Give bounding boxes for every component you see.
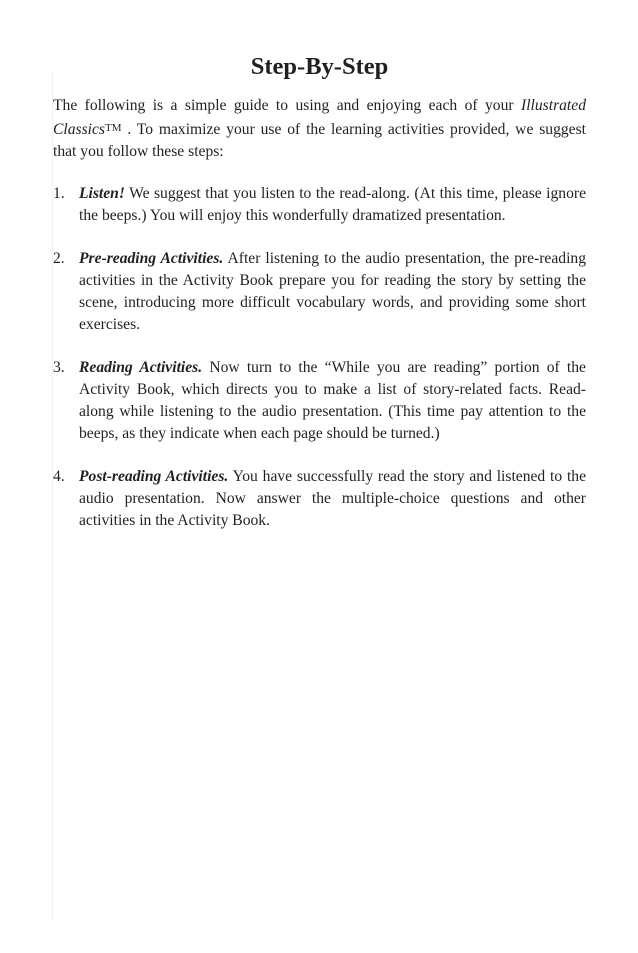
steps-list [53,183,586,532]
page-title: Step-By-Step [250,53,389,80]
step-number: 4. [53,468,65,485]
step-lead: Post-reading Activities. [79,468,229,485]
step-body: We suggest that you listen to the read-along. (At this time, please ignore the beeps.) You will enjoy this wonderfully dramatized presentation. [79,185,586,224]
step-item-pre-reading [53,248,586,336]
step-number: 3. [53,359,65,376]
step-number: 2. [53,250,65,267]
step-item-listen [53,183,586,227]
step-lead: Listen! [79,185,125,202]
step-lead: Reading Activities. [79,359,203,376]
page-content [53,50,586,553]
step-lead: Pre-reading Activities. [79,250,224,267]
step-item-reading [53,357,586,445]
step-item-post-reading [53,466,586,532]
intro-paragraph [53,95,586,163]
trademark-symbol: TM [105,122,122,134]
product-name: Illustrated Classics [53,97,586,138]
step-number: 1. [53,185,65,202]
step-body: Now turn to the “While you are reading” portion of the Activity Book, which directs you to make a list of story-related facts. Read-along while listening to the audio presentation. (This time pay attention to the beeps, as they indicate when each page should be turned.) [79,359,586,442]
intro-text-after: . To maximize your use of the learning activities provided, we suggest that you follow these steps: [53,121,586,160]
step-body: You have successfully read the story and listened to the audio presentation. Now answer the multiple-choice questions and other activities in the Activity Book. [79,468,586,529]
step-body: After listening to the audio presentation, the pre-reading activities in the Activity Book prepare you for reading the story by setting the scene, introducing more difficult vocabulary words, and providing some short exercises. [79,250,586,333]
intro-text-before: The following is a simple guide to using and enjoying each of your [53,97,514,114]
